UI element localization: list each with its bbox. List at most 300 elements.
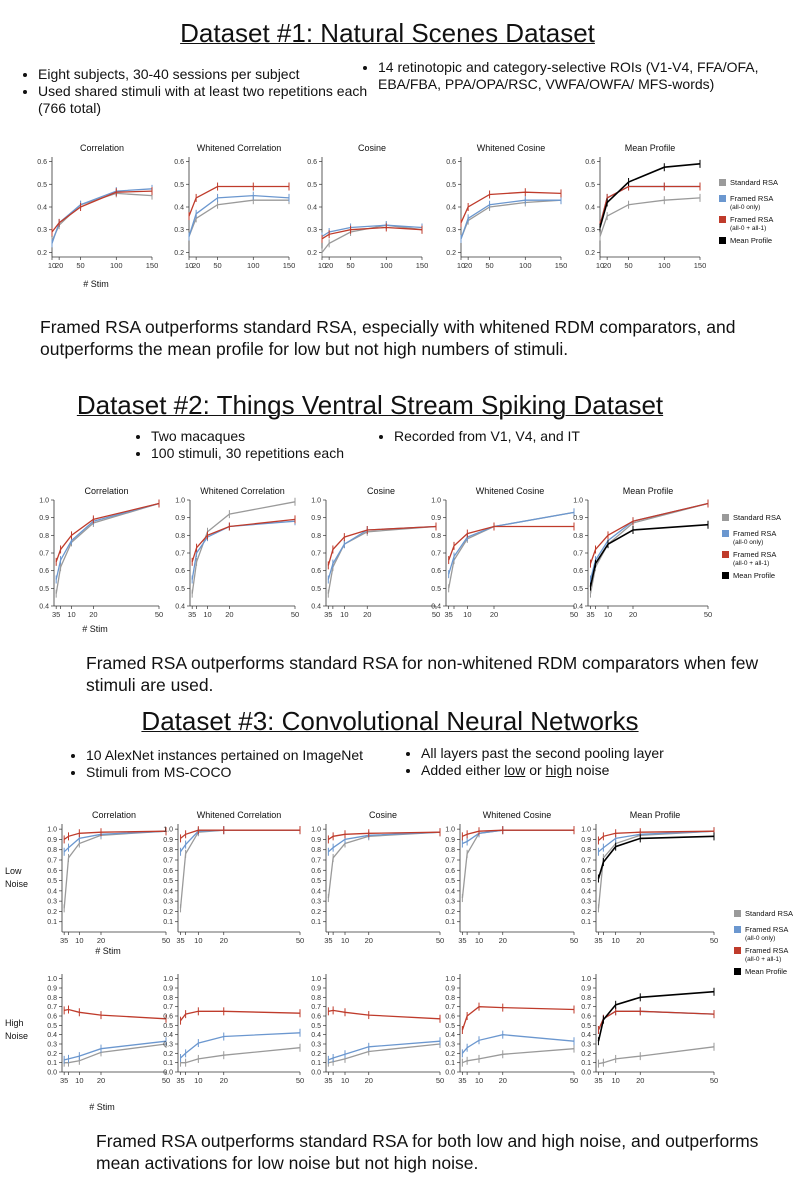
y-tick-label: 0.1 xyxy=(311,919,321,927)
series-line xyxy=(600,187,700,226)
chart-panel xyxy=(307,143,428,270)
x-axis-label: # Stim xyxy=(82,624,108,634)
y-tick-label: 0.6 xyxy=(573,568,583,576)
chart-panel xyxy=(39,486,163,619)
legend-label: (all-0 only) xyxy=(745,935,776,942)
legend-label: (all-0 + all-1) xyxy=(745,956,782,963)
y-tick-label: 0.6 xyxy=(445,1013,455,1021)
x-tick-label: 50 xyxy=(709,936,719,945)
y-tick-label: 0.4 xyxy=(311,603,321,611)
x-tick-label: 50 xyxy=(161,936,171,945)
chart-panel xyxy=(585,143,706,270)
x-tick-label: 10 xyxy=(184,261,194,270)
y-tick-label: 0.6 xyxy=(163,1013,173,1021)
chart-panel xyxy=(47,974,170,1085)
x-axis-label: # Stim xyxy=(83,279,109,289)
x-tick-label: 150 xyxy=(693,261,707,270)
y-tick-label: 0.7 xyxy=(175,550,185,558)
dataset-2-bullets-left xyxy=(135,428,391,462)
y-tick-label: 0.6 xyxy=(311,568,321,576)
x-tick-label: 50 xyxy=(346,261,355,270)
y-tick-label: 0.6 xyxy=(311,867,321,875)
dataset-1-title: Dataset #1: Natural Scenes Dataset xyxy=(180,18,595,48)
y-tick-label: 0.0 xyxy=(47,1069,57,1077)
dataset-3-title: Dataset #3: Convolutional Neural Networks xyxy=(141,706,639,736)
chart-panel xyxy=(47,810,170,945)
y-tick-label: 0.1 xyxy=(163,919,173,927)
series-line xyxy=(600,187,700,226)
bullet: • 14 retinotopic and category-selective ROIs (V1-V4, FFA/OFA, EBA/FBA, PPA/OPA/RSC, VWFA/OWFA/ MFS-words) xyxy=(378,59,773,93)
y-tick-label: 0.5 xyxy=(47,1022,57,1030)
x-tick-label: 35 xyxy=(176,936,185,945)
row-label-high: High xyxy=(5,1018,24,1028)
y-tick-label: 0.2 xyxy=(585,249,595,257)
panel-title: Mean Profile xyxy=(629,810,681,820)
y-tick-label: 0.6 xyxy=(47,867,57,875)
legend-swatch xyxy=(722,572,729,579)
panel-title: Cosine xyxy=(357,143,387,153)
x-tick-label: 10 xyxy=(456,261,466,270)
legend-label: Standard RSA xyxy=(745,909,793,918)
panel-title: Whitened Correlation xyxy=(196,143,282,153)
y-tick-label: 0.9 xyxy=(311,985,321,993)
y-tick-label: 0.5 xyxy=(163,878,173,886)
y-tick-label: 0.4 xyxy=(445,888,455,896)
y-tick-label: 0.8 xyxy=(39,532,49,540)
x-tick-label: 35 xyxy=(52,610,61,619)
y-tick-label: 0.6 xyxy=(431,568,441,576)
y-tick-label: 0.4 xyxy=(37,204,47,212)
y-tick-label: 0.7 xyxy=(445,857,455,865)
y-tick-label: 0.6 xyxy=(37,159,47,167)
dataset-1-bullets-right xyxy=(362,59,773,93)
legend-label: Framed RSA xyxy=(733,550,777,559)
panel-title: Correlation xyxy=(84,486,129,496)
legend-label: Framed RSA xyxy=(745,925,789,934)
y-tick-label: 0.8 xyxy=(311,847,321,855)
legend-swatch xyxy=(722,514,729,521)
y-tick-label: 0.7 xyxy=(47,1004,57,1012)
dataset-2-summary: Framed RSA outperforms standard RSA for non-whitened RDM comparators when few stimuli are used. xyxy=(86,653,759,695)
legend-label: (all-0 only) xyxy=(730,204,761,211)
series-line xyxy=(461,200,561,239)
x-tick-label: 100 xyxy=(380,261,393,270)
legend-label: Mean Profile xyxy=(733,571,776,580)
y-tick-label: 0.4 xyxy=(573,603,583,611)
y-tick-label: 0.8 xyxy=(445,847,455,855)
panel-title: Whitened Cosine xyxy=(475,486,545,496)
y-tick-label: 0.2 xyxy=(446,249,456,257)
x-tick-label: 10 xyxy=(47,261,57,270)
y-tick-label: 0.6 xyxy=(581,1013,591,1021)
x-tick-label: 10 xyxy=(194,936,203,945)
series-line xyxy=(600,198,700,237)
x-tick-label: 10 xyxy=(474,936,484,945)
y-tick-label: 0.9 xyxy=(163,836,173,844)
y-tick-label: 0.0 xyxy=(581,1069,591,1077)
x-tick-label: 20 xyxy=(628,610,638,619)
x-tick-label: 35 xyxy=(324,1076,333,1085)
y-tick-label: 0.1 xyxy=(47,919,57,927)
legend-label: Standard RSA xyxy=(733,513,781,522)
y-tick-label: 0.4 xyxy=(581,888,591,896)
x-tick-label: 35 xyxy=(324,610,333,619)
x-tick-label: 50 xyxy=(76,261,85,270)
y-tick-label: 0.4 xyxy=(174,204,184,212)
noise-text-mid: or xyxy=(525,762,546,778)
y-tick-label: 1.0 xyxy=(581,976,591,984)
y-tick-label: 0.9 xyxy=(163,985,173,993)
bullet: • 10 AlexNet instances pertained on ImageNet xyxy=(86,747,416,764)
y-tick-label: 1.0 xyxy=(445,976,455,984)
x-tick-label: 35 xyxy=(458,1076,467,1085)
series-line xyxy=(461,200,561,239)
x-tick-label: 10 xyxy=(340,1076,350,1085)
y-tick-label: 0.4 xyxy=(175,603,185,611)
y-tick-label: 0.1 xyxy=(581,1060,591,1068)
y-tick-label: 1.0 xyxy=(311,497,321,505)
y-tick-label: 0.7 xyxy=(581,857,591,865)
x-tick-label: 20 xyxy=(225,610,234,619)
panel-title: Cosine xyxy=(366,486,396,496)
chart-panel xyxy=(431,486,578,619)
dataset-1-charts xyxy=(0,133,799,298)
legend-label: (all-0 only) xyxy=(733,539,764,546)
y-tick-label: 0.5 xyxy=(311,585,321,593)
legend-label: Standard RSA xyxy=(730,178,778,187)
y-tick-label: 0.7 xyxy=(163,857,173,865)
y-tick-label: 0.9 xyxy=(445,985,455,993)
x-tick-label: 35 xyxy=(59,1076,69,1085)
legend-swatch xyxy=(722,551,729,558)
y-tick-label: 0.5 xyxy=(446,181,456,189)
y-tick-label: 0.8 xyxy=(163,847,173,855)
x-tick-label: 10 xyxy=(194,1076,203,1085)
y-tick-label: 0.5 xyxy=(581,1022,591,1030)
y-tick-label: 0.9 xyxy=(581,836,591,844)
y-tick-label: 0.5 xyxy=(311,1022,321,1030)
y-tick-label: 0.3 xyxy=(311,898,321,906)
y-tick-label: 0.7 xyxy=(163,1004,173,1012)
series-line xyxy=(189,187,289,217)
y-tick-label: 1.0 xyxy=(39,497,49,505)
chart-panel xyxy=(37,143,158,270)
legend-swatch xyxy=(734,910,741,917)
y-tick-label: 0.6 xyxy=(307,159,317,167)
y-tick-label: 0.5 xyxy=(445,1022,455,1030)
y-tick-label: 0.4 xyxy=(446,204,456,212)
y-tick-label: 0.7 xyxy=(431,550,441,558)
x-tick-label: 100 xyxy=(247,261,260,270)
x-tick-label: 20 xyxy=(219,936,228,945)
y-tick-label: 0.9 xyxy=(47,985,57,993)
x-tick-label: 10 xyxy=(67,610,76,619)
x-axis-label: # Stim xyxy=(89,1102,115,1112)
y-tick-label: 0.8 xyxy=(431,532,441,540)
dataset-3-bullets-left xyxy=(70,747,416,781)
y-tick-label: 0.9 xyxy=(573,515,583,523)
x-tick-label: 10 xyxy=(474,1076,484,1085)
y-tick-label: 1.0 xyxy=(311,826,321,834)
x-tick-label: 20 xyxy=(96,936,106,945)
x-tick-label: 50 xyxy=(431,610,441,619)
x-tick-label: 10 xyxy=(340,610,349,619)
legend-swatch xyxy=(734,968,741,975)
x-tick-label: 50 xyxy=(154,610,164,619)
x-tick-label: 20 xyxy=(324,261,334,270)
bullet: • Eight subjects, 30-40 sessions per subject xyxy=(38,66,368,83)
noise-text-suffix: noise xyxy=(572,762,610,778)
y-tick-label: 0.6 xyxy=(446,159,456,167)
x-tick-label: 10 xyxy=(611,936,620,945)
panel-title: Correlation xyxy=(91,810,137,820)
series-line xyxy=(322,228,422,239)
x-tick-label: 50 xyxy=(624,261,633,270)
series-line xyxy=(599,992,715,1041)
x-tick-label: 50 xyxy=(569,936,579,945)
y-tick-label: 0.1 xyxy=(581,919,591,927)
dataset-3-bullets-right xyxy=(405,745,751,779)
x-tick-label: 100 xyxy=(110,261,123,270)
x-tick-label: 35 xyxy=(594,1076,603,1085)
legend-label: Mean Profile xyxy=(745,967,788,976)
y-tick-label: 0.2 xyxy=(47,1050,57,1058)
x-tick-label: 10 xyxy=(203,610,212,619)
bullet: • Used shared stimuli with at least two repetitions each (766 total) xyxy=(38,83,368,117)
chart-panel xyxy=(311,486,440,619)
y-tick-label: 1.0 xyxy=(445,826,455,834)
x-tick-label: 20 xyxy=(89,610,98,619)
y-tick-label: 0.9 xyxy=(431,515,441,523)
noise-high: high xyxy=(545,762,573,778)
y-tick-label: 0.3 xyxy=(445,1041,455,1049)
chart-panel xyxy=(581,974,718,1085)
bullet: • 100 stimuli, 30 repetitions each xyxy=(151,445,391,462)
y-tick-label: 0.6 xyxy=(445,867,455,875)
y-tick-label: 0.5 xyxy=(39,585,49,593)
y-tick-label: 0.0 xyxy=(445,1069,455,1077)
y-tick-label: 0.3 xyxy=(174,227,184,235)
x-tick-label: 10 xyxy=(595,261,605,270)
y-tick-label: 0.8 xyxy=(163,994,173,1002)
bullet: • Recorded from V1, V4, and IT xyxy=(394,428,654,445)
y-tick-label: 0.6 xyxy=(47,1013,57,1021)
y-tick-label: 0.5 xyxy=(307,181,317,189)
y-tick-label: 0.4 xyxy=(581,1032,591,1040)
x-tick-label: 35 xyxy=(444,610,453,619)
y-tick-label: 0.1 xyxy=(163,1060,173,1068)
panel-title: Whitened Cosine xyxy=(476,143,546,153)
panel-title: Whitened Correlation xyxy=(200,486,285,496)
x-tick-label: 20 xyxy=(498,936,507,945)
y-tick-label: 0.5 xyxy=(37,181,47,189)
dataset-2-title: Dataset #2: Things Ventral Stream Spiking Dataset xyxy=(76,390,664,420)
x-tick-label: 10 xyxy=(317,261,327,270)
y-tick-label: 0.4 xyxy=(39,603,49,611)
y-tick-label: 0.4 xyxy=(163,1032,173,1040)
y-tick-label: 0.3 xyxy=(37,227,47,235)
y-tick-label: 0.8 xyxy=(47,847,57,855)
y-tick-label: 0.4 xyxy=(307,204,317,212)
bullet: • All layers past the second pooling layer xyxy=(421,745,751,762)
y-tick-label: 0.4 xyxy=(47,888,57,896)
x-tick-label: 50 xyxy=(485,261,494,270)
x-tick-label: 150 xyxy=(415,261,429,270)
y-tick-label: 0.4 xyxy=(311,888,321,896)
y-tick-label: 1.0 xyxy=(47,976,57,984)
y-tick-label: 0.1 xyxy=(445,919,455,927)
y-tick-label: 0.2 xyxy=(445,1050,455,1058)
y-tick-label: 0.0 xyxy=(163,1069,173,1077)
y-tick-label: 1.0 xyxy=(175,497,185,505)
panel-title: Cosine xyxy=(368,810,398,820)
series-line xyxy=(449,512,574,574)
y-tick-label: 0.4 xyxy=(445,1032,455,1040)
y-tick-label: 0.4 xyxy=(431,603,441,611)
x-tick-label: 50 xyxy=(435,1076,445,1085)
panel-title: Whitened Cosine xyxy=(482,810,552,820)
y-tick-label: 0.6 xyxy=(39,568,49,576)
x-tick-label: 20 xyxy=(96,1076,106,1085)
legend-swatch xyxy=(734,926,741,933)
legend-swatch xyxy=(719,195,726,202)
series-line xyxy=(600,164,700,228)
y-tick-label: 0.5 xyxy=(585,181,595,189)
x-tick-label: 20 xyxy=(636,1076,645,1085)
series-line xyxy=(52,189,152,244)
legend-label: Mean Profile xyxy=(730,236,773,245)
y-tick-label: 0.3 xyxy=(163,898,173,906)
y-tick-label: 0.3 xyxy=(445,898,455,906)
y-tick-label: 0.1 xyxy=(445,1060,455,1068)
y-tick-label: 0.5 xyxy=(431,585,441,593)
legend-label: Framed RSA xyxy=(730,194,774,203)
x-tick-label: 35 xyxy=(586,610,595,619)
x-tick-label: 10 xyxy=(611,1076,620,1085)
y-tick-label: 0.8 xyxy=(445,994,455,1002)
legend-swatch xyxy=(719,179,726,186)
x-tick-label: 35 xyxy=(188,610,197,619)
x-tick-label: 50 xyxy=(569,1076,579,1085)
x-tick-label: 20 xyxy=(463,261,473,270)
y-tick-label: 0.8 xyxy=(581,994,591,1002)
x-tick-label: 35 xyxy=(594,936,603,945)
y-tick-label: 0.2 xyxy=(163,1050,173,1058)
dataset-2-bullets-right xyxy=(378,428,654,445)
y-tick-label: 1.0 xyxy=(431,497,441,505)
x-tick-label: 20 xyxy=(364,1076,373,1085)
x-tick-label: 20 xyxy=(219,1076,228,1085)
y-tick-label: 0.1 xyxy=(311,1060,321,1068)
noise-text-prefix: Added either xyxy=(421,762,505,778)
x-tick-label: 35 xyxy=(59,936,69,945)
y-tick-label: 0.6 xyxy=(585,159,595,167)
chart-panel xyxy=(445,810,578,945)
y-tick-label: 0.2 xyxy=(307,249,317,257)
y-tick-label: 0.8 xyxy=(47,994,57,1002)
x-tick-label: 150 xyxy=(554,261,568,270)
y-tick-label: 0.2 xyxy=(47,908,57,916)
y-tick-label: 0.5 xyxy=(445,878,455,886)
y-tick-label: 0.8 xyxy=(311,532,321,540)
x-tick-label: 20 xyxy=(498,1076,507,1085)
chart-panel xyxy=(174,143,295,270)
y-tick-label: 0.7 xyxy=(311,857,321,865)
y-tick-label: 0.8 xyxy=(573,532,583,540)
y-tick-label: 0.4 xyxy=(163,888,173,896)
y-tick-label: 0.6 xyxy=(175,568,185,576)
chart-panel xyxy=(163,974,304,1085)
chart-panel xyxy=(163,810,304,945)
x-tick-label: 10 xyxy=(75,1076,84,1085)
y-tick-label: 1.0 xyxy=(573,497,583,505)
y-tick-label: 0.9 xyxy=(47,836,57,844)
dataset-1-bullets-left xyxy=(22,66,368,117)
y-tick-label: 0.7 xyxy=(311,1004,321,1012)
bullet: • Two macaques xyxy=(151,428,391,445)
y-tick-label: 1.0 xyxy=(581,826,591,834)
legend-swatch xyxy=(722,530,729,537)
y-tick-label: 0.2 xyxy=(174,249,184,257)
y-tick-label: 0.3 xyxy=(163,1041,173,1049)
y-tick-label: 0.6 xyxy=(581,867,591,875)
chart-panel xyxy=(445,974,578,1085)
y-tick-label: 0.5 xyxy=(311,878,321,886)
x-tick-label: 10 xyxy=(603,610,613,619)
y-tick-label: 0.6 xyxy=(311,1013,321,1021)
chart-panel xyxy=(581,810,718,945)
y-tick-label: 0.2 xyxy=(445,908,455,916)
y-tick-label: 0.2 xyxy=(311,908,321,916)
chart-panel xyxy=(573,486,712,619)
y-tick-label: 0.2 xyxy=(311,1050,321,1058)
x-tick-label: 20 xyxy=(489,610,499,619)
legend-swatch xyxy=(734,947,741,954)
y-tick-label: 0.3 xyxy=(47,898,57,906)
x-tick-label: 20 xyxy=(602,261,612,270)
y-tick-label: 0.4 xyxy=(47,1032,57,1040)
x-tick-label: 50 xyxy=(435,936,445,945)
series-line xyxy=(462,830,574,898)
y-tick-label: 0.3 xyxy=(581,898,591,906)
x-tick-label: 20 xyxy=(363,610,372,619)
legend-label: Framed RSA xyxy=(730,215,774,224)
legend-swatch xyxy=(719,237,726,244)
x-tick-label: 150 xyxy=(282,261,296,270)
legend-label: (all-0 + all-1) xyxy=(730,225,767,232)
y-tick-label: 0.1 xyxy=(47,1060,57,1068)
series-line xyxy=(461,192,561,223)
y-tick-label: 0.2 xyxy=(581,908,591,916)
y-tick-label: 0.4 xyxy=(585,204,595,212)
x-tick-label: 10 xyxy=(463,610,472,619)
series-line xyxy=(192,502,295,594)
y-tick-label: 0.5 xyxy=(581,878,591,886)
noise-low: low xyxy=(504,762,526,778)
panel-title: Mean Profile xyxy=(624,143,676,153)
y-tick-label: 0.9 xyxy=(39,515,49,523)
y-tick-label: 0.7 xyxy=(311,550,321,558)
y-tick-label: 0.3 xyxy=(311,1041,321,1049)
y-tick-label: 0.4 xyxy=(311,1032,321,1040)
dataset-3-summary: Framed RSA outperforms standard RSA for both low and high noise, and outperforms mean activations for low noise but not high noise. xyxy=(96,1131,759,1173)
y-tick-label: 0.9 xyxy=(581,985,591,993)
dataset-1-summary: Framed RSA outperforms standard RSA, especially with whitened RDM comparators, and outperforms the mean profile for low but not high numbers of stimuli. xyxy=(40,317,736,359)
x-tick-label: 50 xyxy=(290,610,300,619)
x-tick-label: 20 xyxy=(54,261,64,270)
y-tick-label: 0.9 xyxy=(311,515,321,523)
row-label-high: Noise xyxy=(5,1031,29,1041)
